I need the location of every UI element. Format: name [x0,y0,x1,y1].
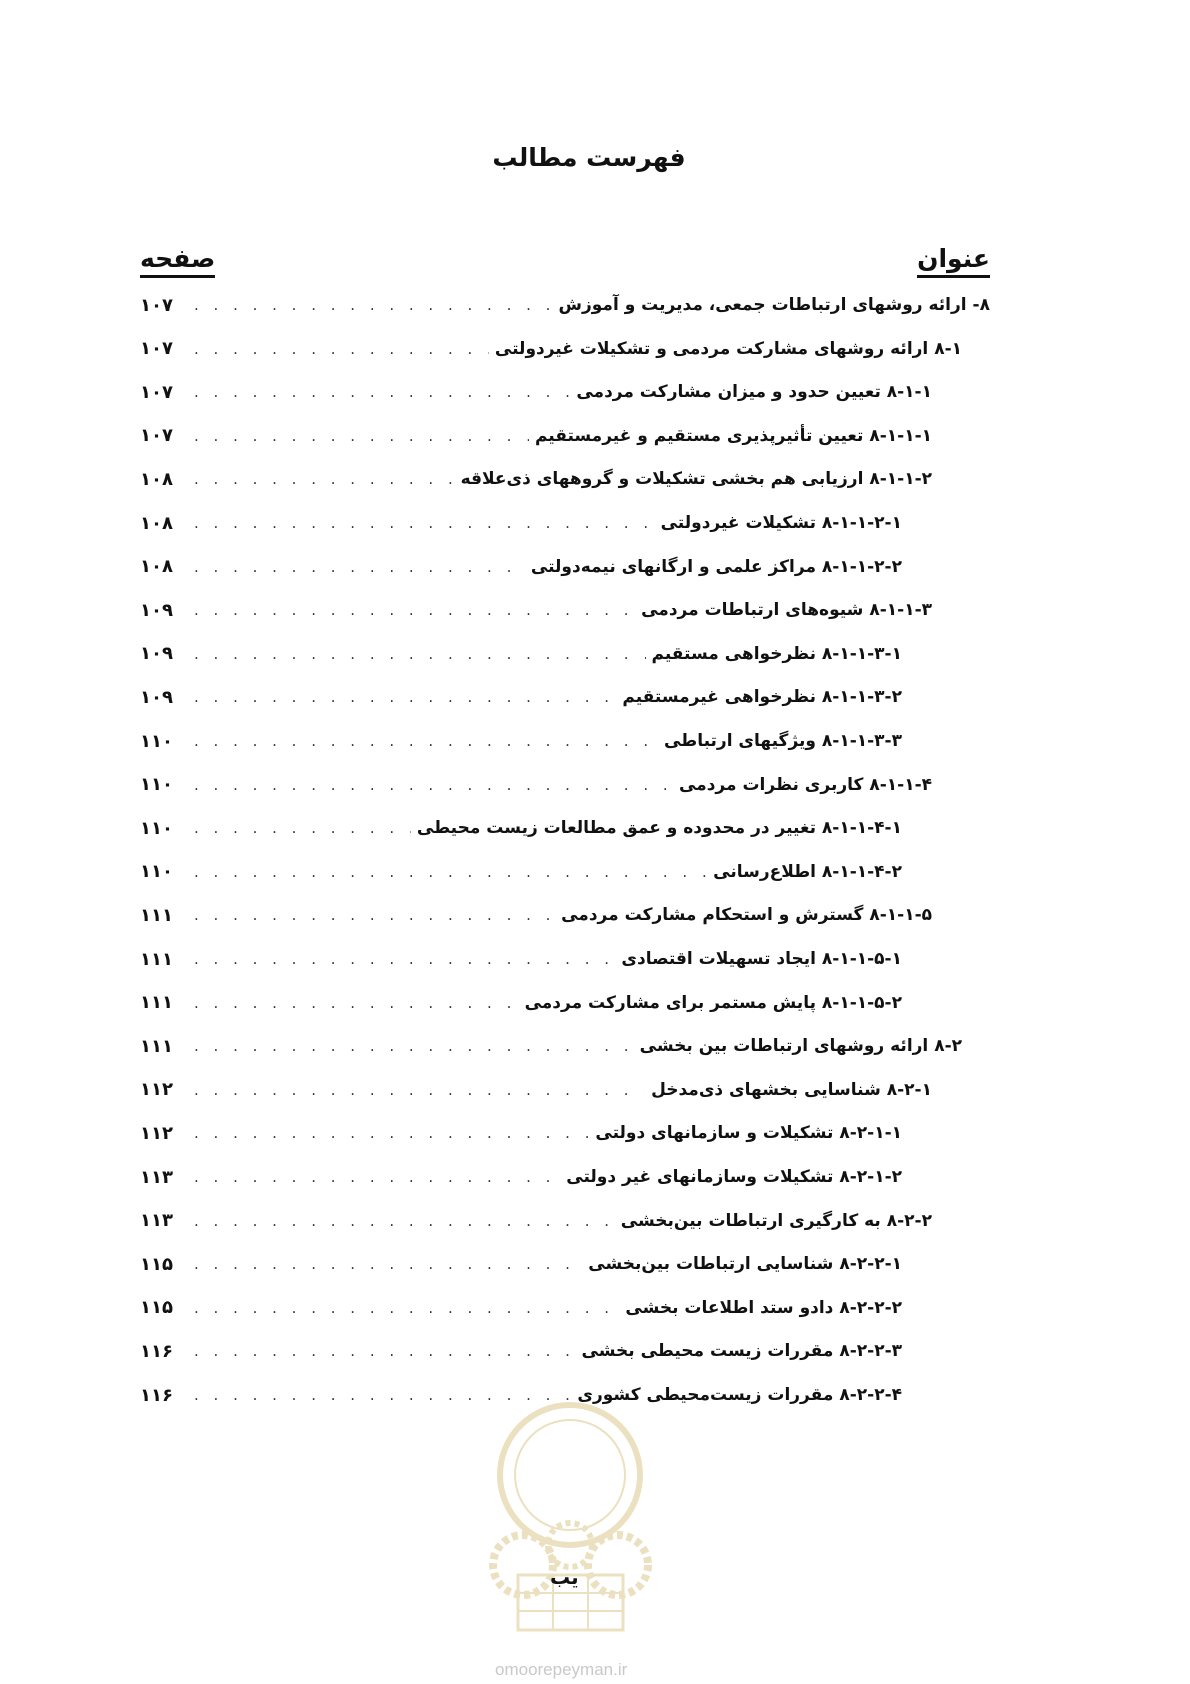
toc-entry [140,1157,902,1197]
dot-leader [194,863,707,881]
toc-entry-title: ۸-۱-۱-۲-۲ مراکز علمی و ارگانهای نیمه‌دولتی [530,556,902,577]
toc-title: فهرست مطالب [492,143,686,172]
dot-leader [194,1124,589,1142]
toc-entry-title: ۸-۲-۲-۴ مقررات زیست‌محیطی کشوری [577,1385,902,1405]
toc-entry [140,765,932,805]
dot-leader [194,340,489,358]
toc-entry-page: ۱۱۱ [140,1035,173,1057]
toc-entry-page: ۱۰۸ [140,512,173,534]
toc-entry-page: ۱۱۰ [140,774,173,796]
toc-entry [140,721,902,761]
toc-entry-page: ۱۱۶ [140,1340,173,1362]
column-header-title: عنوان [917,244,990,278]
toc-entry-title: ۸-۲-۱-۱ تشکیلات و سازمانهای دولتی [595,1123,902,1144]
toc-entry-title: ۸-۱-۱-۱ تعیین تأثیرپذیری مستقیم و غیرمستقیم [534,425,932,446]
seal-watermark [478,1395,663,1635]
toc-entry-page: ۱۰۷ [140,338,173,360]
toc-entry-page: ۱۱۲ [140,1122,173,1144]
dot-leader [194,1299,619,1317]
toc-entry-page: ۱۱۰ [140,730,173,752]
dot-leader [194,732,658,750]
toc-entry-title: ۸-۱-۱-۵-۱ ایجاد تسهیلات اقتصادی [621,949,902,969]
toc-entry [140,416,932,456]
toc-entry [140,590,932,630]
toc-entry [140,895,932,935]
dot-leader [194,776,673,794]
toc-entry-title: ۸-۱-۱-۴-۲ اطلاع‌رسانی [713,861,902,882]
toc-entry-title: ۸-۱-۱-۵ گسترش و استحکام مشارکت مردمی [561,905,932,926]
toc-entry-page: ۱۰۹ [140,686,173,708]
dot-leader [194,1081,645,1099]
dot-leader [194,383,570,401]
dot-leader [194,1212,615,1230]
toc-entry [140,1026,962,1066]
toc-entry-page: ۱۱۶ [140,1384,173,1406]
toc-entry-title: ۸-۱-۱-۲ ارزیابی هم بخشی تشکیلات و گروههای ذی‌علاقه [460,469,932,490]
toc-entry [140,547,902,587]
toc-entry-page: ۱۰۹ [140,643,173,665]
toc-entry [140,372,932,412]
dot-leader [194,1037,634,1055]
toc-entry [140,285,990,325]
column-header-page: صفحه [140,244,215,278]
toc-entry-page: ۱۱۳ [140,1210,173,1232]
toc-entry-title: ۸-۱-۱-۴ کاربری نظرات مردمی [678,774,932,795]
toc-entry [140,808,902,848]
dot-leader [194,296,553,314]
toc-entry [140,939,902,979]
toc-entry-title: ۸-۱-۱-۳-۳ ویژگیهای ارتباطی [663,731,902,751]
toc-entry [140,1113,902,1153]
toc-entry-page: ۱۰۷ [140,381,173,403]
toc-entry-page: ۱۱۰ [140,861,173,883]
toc-entry [140,852,902,892]
toc-entry-page: ۱۰۸ [140,556,173,578]
dot-leader [194,688,616,706]
toc-entry-page: ۱۰۷ [140,425,173,447]
toc-entry [140,634,902,674]
toc-entry [140,1331,902,1371]
toc-entry-title: ۸-۱ ارائه روشهای مشارکت مردمی و تشکیلات غیردولتی [494,338,962,359]
toc-entry-title: ۸-۲-۱-۲ تشکیلات وسازمانهای غیر دولتی [566,1167,902,1187]
toc-entry [140,1201,932,1241]
dot-leader [194,427,529,445]
toc-entry-title: ۸-۲-۲-۲ دادو ستد اطلاعات بخشی [625,1297,902,1318]
dot-leader [194,514,655,532]
toc-entry-page: ۱۰۸ [140,468,173,490]
toc-entry [140,1070,932,1110]
dot-leader [194,819,411,837]
dot-leader [194,558,525,576]
toc-entry-page: ۱۱۵ [140,1297,173,1319]
dot-leader [194,1255,582,1273]
toc-entry-title: ۸-۱-۱-۳-۱ نظرخواهی مستقیم [651,643,902,664]
page-number: یب [550,1565,579,1589]
dot-leader [194,906,555,924]
toc-entry [140,459,932,499]
site-watermark: omoorepeyman.ir [495,1660,628,1679]
toc-entry [140,1288,902,1328]
toc-entry-page: ۱۱۳ [140,1166,173,1188]
dot-leader [194,1168,560,1186]
toc-entry-page: ۱۱۲ [140,1079,173,1101]
toc-entry-title: ۸-۱-۱-۳-۲ نظرخواهی غیرمستقیم [622,687,902,708]
toc-entry-page: ۱۰۷ [140,294,173,316]
toc-entry [140,329,962,369]
dot-leader [194,994,519,1012]
toc-entry-title: ۸-۲ ارائه روشهای ارتباطات بین بخشی [639,1036,962,1057]
toc-entry-title: ۸-۲-۲-۳ مقررات زیست محیطی بخشی [581,1341,902,1362]
toc-entry-page: ۱۱۱ [140,904,173,926]
toc-entry-title: ۸-۱-۱ تعیین حدود و میزان مشارکت مردمی [576,382,932,403]
toc-entry [140,983,902,1023]
toc-entry-title: ۸-۱-۱-۴-۱ تغییر در محدوده و عمق مطالعات زیست محیطی [416,818,902,839]
toc-entry-title: ۸-۲-۲ به کارگیری ارتباطات بین‌بخشی [620,1210,932,1231]
toc-entry-title: ۸-۲-۱ شناسایی بخشهای ذی‌مدخل [651,1079,932,1100]
dot-leader [194,645,646,663]
toc-entry-title: ۸-۱-۱-۵-۲ پایش مستمر برای مشارکت مردمی [524,992,902,1013]
toc-entry-title: ۸-۲-۲-۱ شناسایی ارتباطات بین‌بخشی [588,1254,902,1275]
dot-leader [194,470,455,488]
dot-leader [194,950,615,968]
toc-entry-page: ۱۱۰ [140,817,173,839]
toc-entry [140,677,902,717]
dot-leader [194,601,635,619]
dot-leader [194,1342,576,1360]
toc-entry-title: ۸- ارائه روشهای ارتباطات جمعی، مدیریت و آموزش [558,295,990,315]
toc-entry [140,1244,902,1284]
toc-entry-page: ۱۱۱ [140,948,173,970]
toc-entry [140,503,902,543]
toc-entry-page: ۱۱۵ [140,1253,173,1275]
toc-entry-page: ۱۰۹ [140,599,173,621]
toc-entry-title: ۸-۱-۱-۳ شیوه‌های ارتباطات مردمی [641,600,932,621]
toc-entry-page: ۱۱۱ [140,992,173,1014]
toc-entry-title: ۸-۱-۱-۲-۱ تشکیلات غیردولتی [660,513,902,533]
